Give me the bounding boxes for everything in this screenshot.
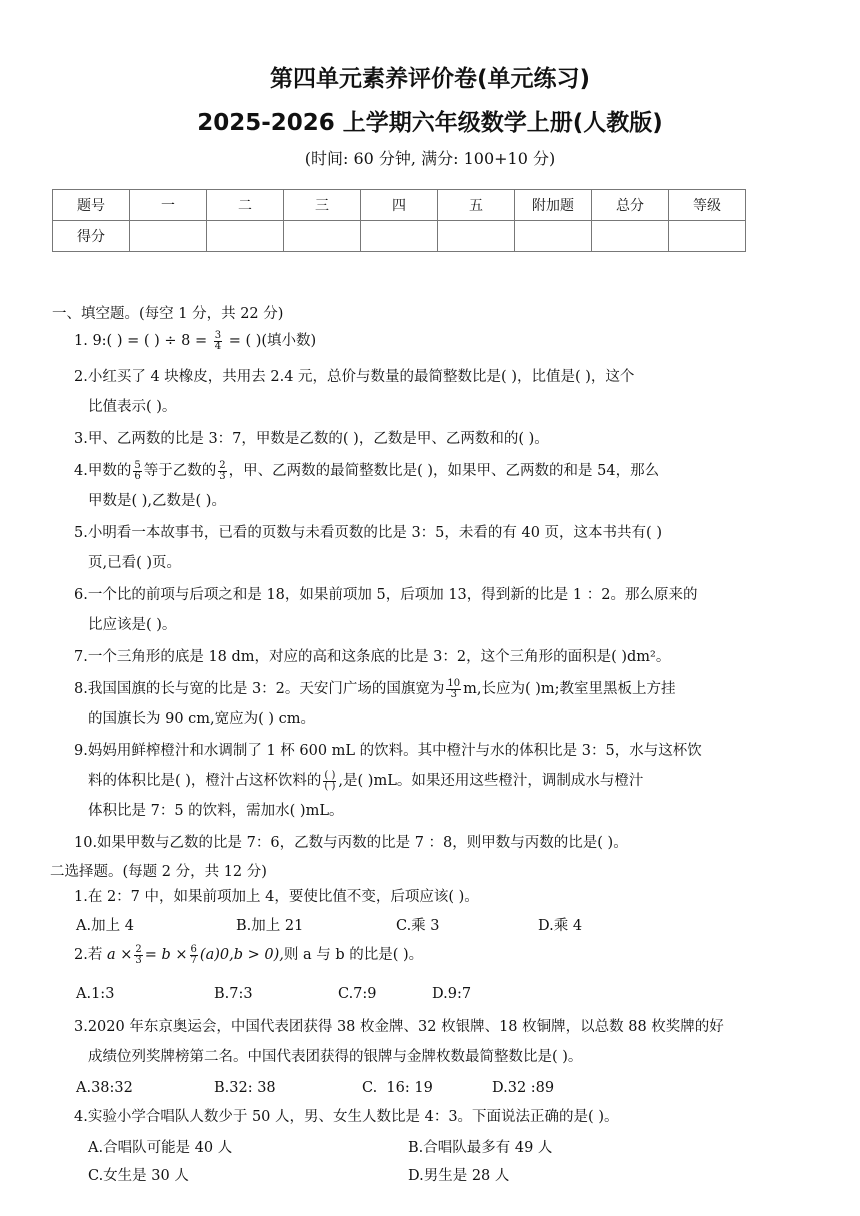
fraction-numerator: 5 [134,459,141,471]
score-blank-cell[interactable] [361,221,438,252]
question-text: m,长应为( )m;教室里黑板上方挂 [463,681,676,697]
score-blank-cell[interactable] [284,221,361,252]
question-text: 2.若 [74,947,107,963]
question-text: 4.甲数的 [74,463,132,479]
option-d[interactable]: D.32 :89 [492,1080,555,1096]
question-text: 甲数是( ),乙数是( )。 [88,493,226,509]
option-b[interactable]: B.加上 21 [236,918,304,934]
question-text: = ( )(填小数) [224,333,317,349]
score-blank-cell[interactable] [438,221,515,252]
exam-subtitle-grade: 2025-2026 上学期六年级数学上册(人教版) [197,110,663,136]
section-heading: 一、填空题。(每空 1 分，共 22 分) [52,306,284,322]
fraction-denominator: 6 [134,470,141,482]
option-b[interactable]: B.32: 38 [214,1080,276,1096]
question-text: ,是( )mL。如果还用这些橙汁，调制成水与橙汁 [338,773,644,789]
score-blank-cell[interactable] [130,221,207,252]
score-cell: 附加题 [515,190,592,221]
question-1-10 [74,828,817,858]
score-cell: 三 [284,190,361,221]
score-blank-cell[interactable] [207,221,284,252]
score-cell: 四 [361,190,438,221]
option-d[interactable]: D.男生是 28 人 [408,1168,510,1184]
options-row [76,1074,817,1102]
question-text: 6.一个比的前项与后项之和是 18，如果前项加 5，后项加 13，得到新的比是 1 ：2。那么原来的 [74,587,698,603]
question-1-2 [74,362,817,422]
option-d[interactable]: D.乘 4 [538,918,583,934]
question-text: ，甲、乙两数的最简整数比是( )，如果甲、乙两数的和是 54，那么 [228,463,660,479]
fraction-denominator: 4 [214,340,222,352]
score-table-score-row [53,221,746,252]
fraction [218,461,226,482]
math-expression: = b × [144,947,188,963]
question-2-2 [74,940,817,970]
question-text: 则 a 与 b 的比是( )。 [283,947,424,963]
question-text: 等于乙数的 [143,463,217,479]
section-heading: 二选择题。(每题 2 分，共 12 分) [50,864,267,880]
question-text: 4.实验小学合唱队人数少于 50 人，男、女生人数比是 4：3。下面说法正确的是( )。 [74,1109,619,1125]
option-c[interactable]: C.女生是 30 人 [88,1168,189,1184]
question-1-5 [74,518,817,578]
score-cell: 五 [438,190,515,221]
options-grid [88,1134,817,1190]
fraction-numerator: 2 [135,943,142,955]
score-cell: 题号 [53,190,130,221]
option-b[interactable]: B.7:3 [214,986,253,1002]
question-text: 页,已看( )页。 [88,555,182,571]
fraction-numerator: 2 [219,459,226,471]
score-cell: 总分 [592,190,669,221]
question-1-3 [74,424,817,454]
question-2-1 [74,884,817,910]
fraction-numerator: ( ) [324,769,336,781]
question-1-9 [74,736,817,826]
option-c[interactable]: C. 16: 19 [362,1080,433,1096]
fraction-numerator: 3 [214,329,222,341]
score-cell: 一 [130,190,207,221]
question-text: 8.我国国旗的长与宽的比是 3：2。天安门广场的国旗宽为 [74,681,445,697]
question-text: 料的体积比是( )，橙汁占这杯饮料的 [88,773,322,789]
question-1-1 [74,326,817,356]
question-2-3 [74,1012,817,1072]
option-b[interactable]: B.合唱队最多有 49 人 [408,1140,553,1156]
question-1-4 [74,456,817,516]
score-table-header-row [53,190,746,221]
fraction-denominator: 3 [135,954,142,966]
option-a[interactable]: A.1:3 [76,986,115,1002]
fraction-denominator: 7 [190,954,197,966]
question-text: 9.妈妈用鲜榨橙汁和水调制了 1 杯 600 mL 的饮料。其中橙汁与水的体积比是 3：5，水与这杯饮 [74,743,702,759]
option-a[interactable]: A.38:32 [76,1080,133,1096]
fraction [134,945,142,966]
question-1-7 [74,642,817,672]
score-blank-cell[interactable] [669,221,746,252]
question-text: 成绩位列奖牌榜第二名。中国代表团获得的银牌与金牌枚数最简整数比是( )。 [88,1049,583,1065]
score-cell: 二 [207,190,284,221]
fraction-denominator: 3 [450,688,457,700]
question-text: 7.一个三角形的底是 18 dm，对应的高和这条底的比是 3：2，这个三角形的面积是( )dm²。 [74,649,671,665]
option-d[interactable]: D.9:7 [432,986,472,1002]
question-text: 比应该是( )。 [88,617,177,633]
options-row [76,912,817,940]
option-c[interactable]: C.乘 3 [396,918,440,934]
score-cell: 等级 [669,190,746,221]
score-cell: 得分 [53,221,130,252]
fraction [214,331,222,352]
question-text: 5.小明看一本故事书，已看的页数与未看页数的比是 3：5，未看的有 40 页，这本书共有( ) [74,525,662,541]
score-table [52,189,746,252]
question-text: 1. 9:( ) = ( ) ÷ 8 = [74,333,212,349]
fraction-numerator: 6 [190,943,197,955]
score-blank-cell[interactable] [515,221,592,252]
fraction [446,679,461,700]
fraction-numerator: 10 [447,677,461,689]
fraction [190,945,198,966]
fraction [133,461,141,482]
math-expression: (a)0,b > 0), [199,947,284,963]
question-text-line [74,766,817,796]
question-1-8 [74,674,817,734]
exam-content [52,302,817,1190]
question-text: 体积比是 7：5 的饮料，需加水( )mL。 [88,803,344,819]
fraction-denominator: 3 [219,470,226,482]
option-a[interactable]: A.加上 4 [76,918,134,934]
exam-title: 第四单元素养评价卷(单元练习) [269,66,591,92]
question-text: 2.小红买了 4 块橡皮，共用去 2.4 元，总价与数量的最简整数比是( )，比值是( )，这个 [74,369,635,385]
question-2-4 [74,1102,817,1132]
options-row [76,980,817,1008]
fraction [323,771,336,792]
question-text: 10.如果甲数与乙数的比是 7：6，乙数与丙数的比是 7 ：8，则甲数与丙数的比是( )。 [74,835,628,851]
fraction-denominator: ( ) [324,780,336,792]
score-blank-cell[interactable] [592,221,669,252]
question-text: 的国旗长为 90 cm,宽应为( ) cm。 [88,711,316,727]
question-1-6 [74,580,817,640]
question-text: 比值表示( )。 [88,399,177,415]
question-text: 3.2020 年东京奥运会，中国代表团获得 38 枚金牌、32 枚银牌、18 枚铜牌，以总数 88 枚奖牌的好 [74,1019,724,1035]
question-text: 3.甲、乙两数的比是 3：7，甲数是乙数的( )，乙数是甲、乙两数和的( )。 [74,431,549,447]
option-c[interactable]: C.7:9 [338,986,377,1002]
exam-time-score: (时间: 60 分钟, 满分: 100+10 分) [304,149,556,168]
math-expression: a × [106,947,133,963]
option-a[interactable]: A.合唱队可能是 40 人 [88,1140,233,1156]
question-text: 1.在 2：7 中，如果前项加上 4，要使比值不变，后项应该( )。 [74,889,479,905]
